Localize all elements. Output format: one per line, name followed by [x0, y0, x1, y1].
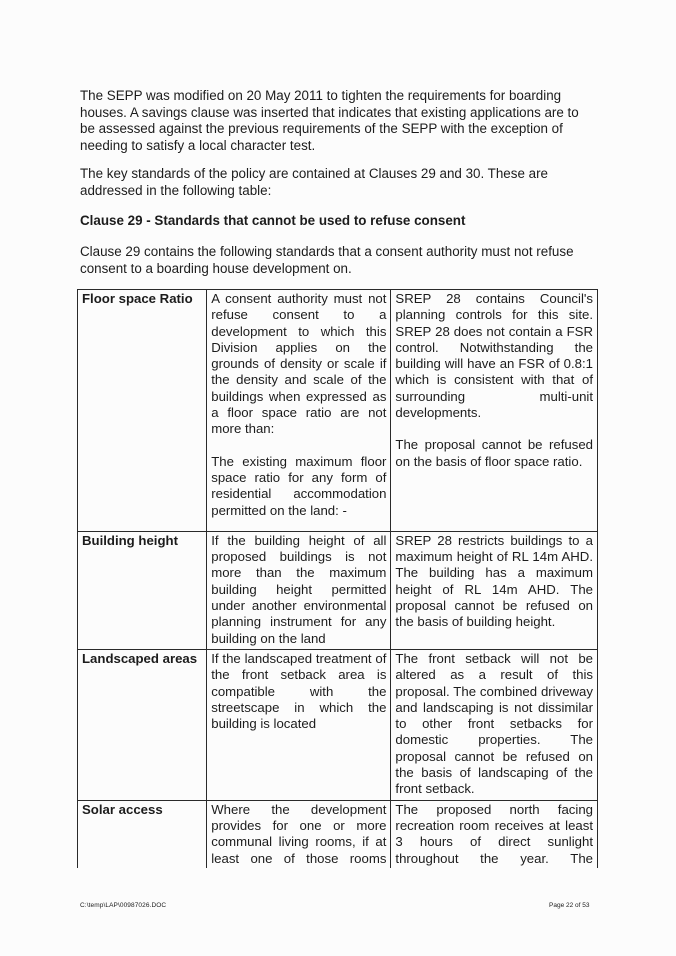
comment-cell: The front setback will not be altered as a result of this proposal. The combined driveway and landscaping is not dissimilar to other front setbacks for domestic properties. The proposal cannot be refused on the basis of landscaping of the front setback. — [391, 649, 598, 800]
standard-cell — [207, 290, 391, 532]
page-bottom-margin — [0, 868, 676, 898]
row-label: Building height — [78, 531, 207, 649]
footer-file-path: C:\temp\LAP\00987026.DOC — [80, 902, 167, 909]
standard-text: A consent authority must not refuse consent to a development to which this Division applies on the grounds of density or scale if the density and scale of the buildings when expressed as a floor space ratio are not more than: — [211, 291, 387, 437]
table-row — [78, 531, 598, 649]
section-heading: Clause 29 - Standards that cannot be used to refuse consent — [80, 213, 466, 228]
comment-text: SREP 28 contains Council's planning controls for this site. SREP 28 does not contain a FSR control. Notwithstanding the building will have an FSR of 0.8:1 which is consistent with that of surrounding multi-unit developments. — [395, 291, 593, 421]
standard-cell: Where the development provides for one or more communal living rooms, if at least one of those rooms — [207, 800, 391, 885]
footer-page-number: Page 22 of 53 — [549, 902, 590, 909]
row-label: Landscaped areas — [78, 649, 207, 800]
comment-cell — [391, 290, 598, 532]
paragraph-clause-29-intro: Clause 29 contains the following standards that a consent authority must not refuse consent to a boarding house development on. — [80, 244, 574, 276]
standards-table — [77, 289, 598, 885]
row-label: Solar access — [78, 800, 207, 885]
standard-text: The existing maximum floor space ratio for any form of residential accommodation permitted on the land: - — [211, 453, 387, 518]
standard-cell: If the landscaped treatment of the front setback area is compatible with the streetscape in which the building is located — [207, 649, 391, 800]
row-label: Floor space Ratio — [78, 290, 207, 532]
comment-text: The proposal cannot be refused on the basis of floor space ratio. — [395, 437, 593, 469]
standard-cell: If the building height of all proposed buildings is not more than the maximum building height permitted under another environmental planning instrument for any building on the land — [207, 531, 391, 649]
paragraph-key-standards: The key standards of the policy are contained at Clauses 29 and 30. These are addressed in the following table: — [80, 166, 548, 198]
comment-cell: SREP 28 restricts buildings to a maximum height of RL 14m AHD. The building has a maximum height of RL 14m AHD. The proposal cannot be refused on the basis of building height. — [391, 531, 598, 649]
comment-cell: The proposed north facing recreation room receives at least 3 hours of direct sunlight throughout the year. The — [391, 800, 598, 885]
paragraph-sepp-modification: The SEPP was modified on 20 May 2011 to tighten the requirements for boarding houses. A savings clause was inserted that indicates that existing applications are to be assessed against the previous requirements of the SEPP with the exception of needing to satisfy a local character test. — [80, 88, 579, 153]
table-row — [78, 290, 598, 532]
table-row — [78, 649, 598, 800]
